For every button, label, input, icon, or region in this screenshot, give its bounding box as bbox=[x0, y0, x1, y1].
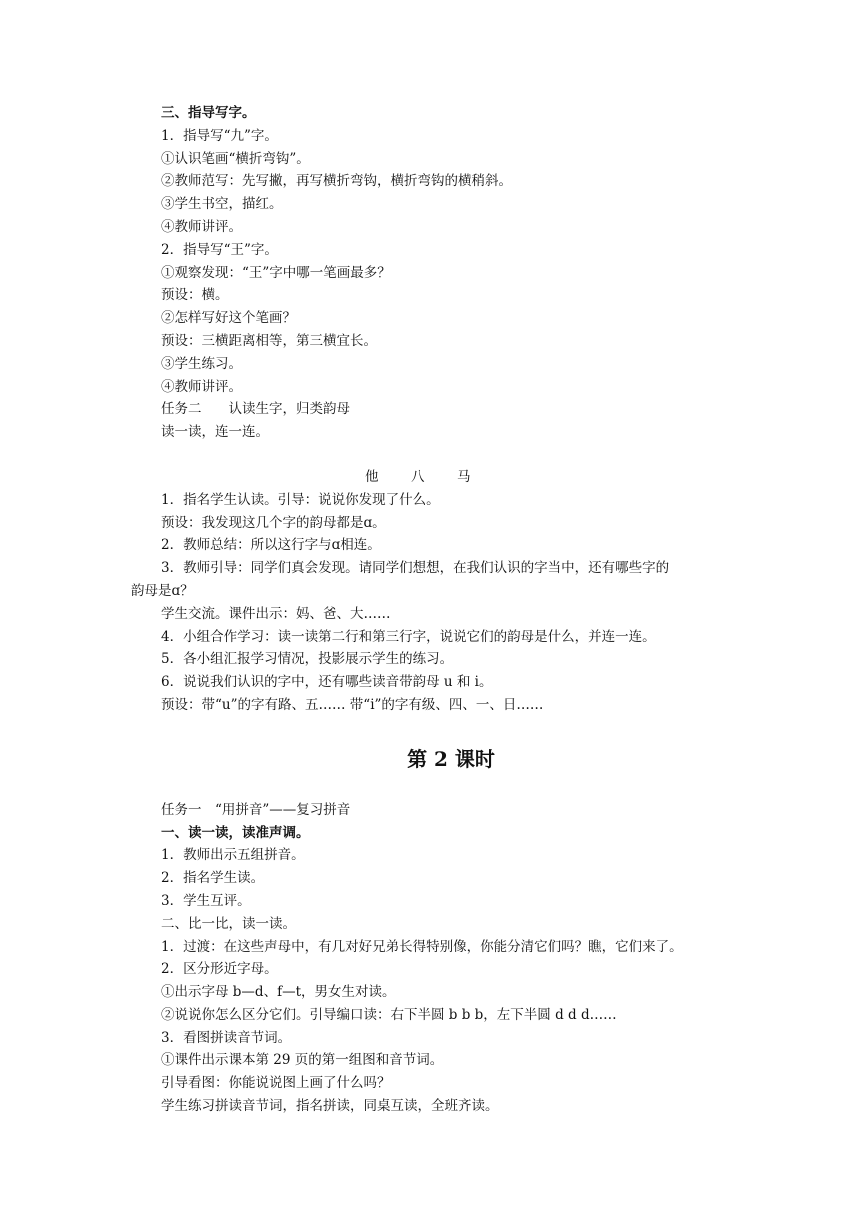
text-line: ③学生书空，描红。 bbox=[161, 196, 283, 213]
text-line: ①出示字母 b—d、f—t，男女生对读。 bbox=[161, 984, 396, 1001]
character-ma: 马 bbox=[457, 468, 471, 485]
text-line: 学生练习拼读音节词，指名拼读，同桌互读，全班齐读。 bbox=[161, 1098, 499, 1115]
text-line: 2．区分形近字母。 bbox=[161, 961, 278, 978]
text-line: 1．教师出示五组拼音。 bbox=[161, 847, 305, 864]
character-ba: 八 bbox=[411, 468, 425, 485]
text-line: ③学生练习。 bbox=[161, 355, 242, 372]
character-row bbox=[161, 466, 741, 489]
text-line: 预设：横。 bbox=[161, 287, 229, 304]
text-line: ①课件出示课本第 29 页的第一组图和音节词。 bbox=[161, 1052, 444, 1069]
text-line: ②怎样写好这个笔画？ bbox=[161, 310, 296, 327]
text-line: 1．指名学生认读。引导：说说你发现了什么。 bbox=[161, 491, 440, 508]
text-line: ②说说你怎么区分它们。引导编口读：右下半圆 b b b，左下半圆 d d d…… bbox=[161, 1006, 617, 1023]
text-line-continuation: 韵母是ɑ？ bbox=[131, 582, 194, 599]
text-line: 3．学生互评。 bbox=[161, 892, 251, 909]
text-line: ②教师范写：先写撇，再写横折弯钩，横折弯钩的横稍斜。 bbox=[161, 173, 512, 190]
text-line: 4．小组合作学习：读一读第二行和第三行字，说说它们的韵母是什么，并连一连。 bbox=[161, 628, 656, 645]
text-line: ④教师讲评。 bbox=[161, 378, 242, 395]
character-ta: 他 bbox=[365, 468, 379, 485]
task-one-heading: 任务一 “用拼音”——复习拼音 bbox=[161, 801, 351, 818]
section-heading-read: 一、读一读，读准声调。 bbox=[161, 824, 310, 841]
text-line: ④教师讲评。 bbox=[161, 218, 242, 235]
text-line: 预设：我发现这几个字的韵母都是ɑ。 bbox=[161, 514, 386, 531]
document-body bbox=[131, 102, 741, 1118]
text-line: 3．看图拼读音节词。 bbox=[161, 1029, 292, 1046]
text-line: 5．各小组汇报学习情况，投影展示学生的练习。 bbox=[161, 651, 454, 668]
text-line: 读一读，连一连。 bbox=[161, 424, 269, 441]
text-line: 预设：带“u”的字有路、五…… 带“i”的字有级、四、一、日…… bbox=[161, 696, 544, 713]
lesson-two-title: 第 2 课时 bbox=[407, 746, 495, 771]
text-line: 1．过渡：在这些声母中，有几对好兄弟长得特别像，你能分清它们吗？瞧，它们来了。 bbox=[161, 938, 683, 955]
text-line: 2．教师总结：所以这行字与ɑ相连。 bbox=[161, 537, 381, 554]
text-line: 1．指导写“九”字。 bbox=[161, 127, 278, 144]
section-heading-writing: 三、指导写字。 bbox=[161, 105, 256, 121]
task-two-heading: 任务二 认读生字，归类韵母 bbox=[161, 401, 350, 418]
text-line: 6．说说我们认识的字中，还有哪些读音带韵母 u 和 i。 bbox=[161, 674, 493, 691]
text-line: 2．指导写“王”字。 bbox=[161, 241, 278, 258]
text-line: 3．教师引导：同学们真会发现。请同学们想想，在我们认识的字当中，还有哪些字的 bbox=[161, 560, 670, 577]
text-line: ①观察发现：“王”字中哪一笔画最多？ bbox=[161, 264, 391, 281]
text-line: ①认识笔画“横折弯钩”。 bbox=[161, 150, 310, 167]
text-line: 2．指名学生读。 bbox=[161, 870, 265, 887]
section-heading-compare: 二、比一比，读一读。 bbox=[161, 915, 296, 932]
text-line: 预设：三横距离相等，第三横宜长。 bbox=[161, 332, 377, 349]
text-line: 引导看图：你能说说图上画了什么吗？ bbox=[161, 1075, 391, 1092]
text-line: 学生交流。课件出示：妈、爸、大…… bbox=[161, 605, 391, 622]
